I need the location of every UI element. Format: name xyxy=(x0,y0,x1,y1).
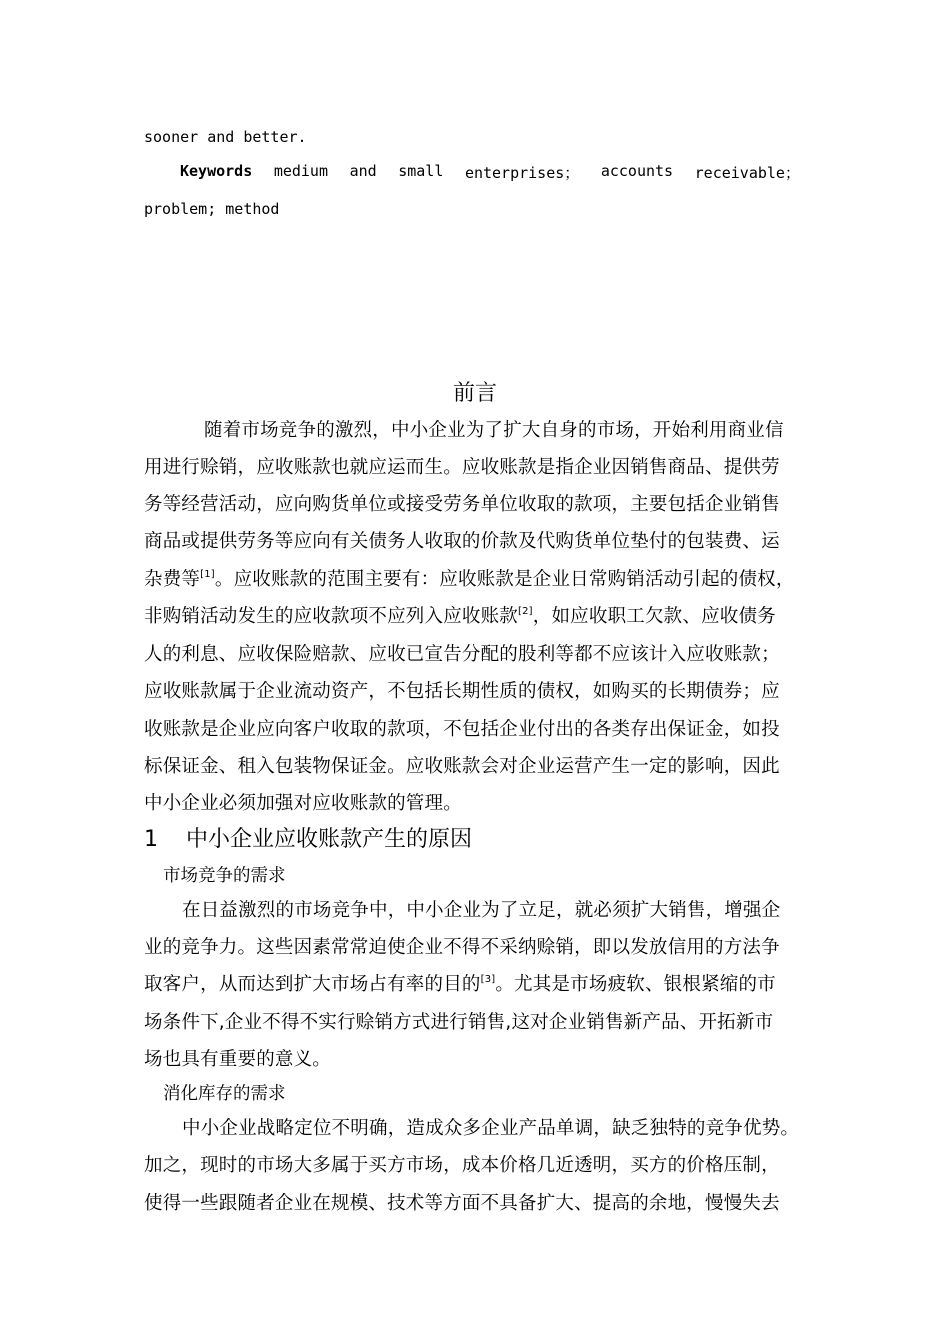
body-line: 场条件下,企业不得不实行赊销方式进行销售,这对企业销售新产品、开拓新市 xyxy=(144,1012,774,1033)
keyword-word: medium xyxy=(273,162,328,180)
preface-line: 人的利息、应收保险赔款、应收已宣告分配的股利等都不应该计入应收账款； xyxy=(144,644,780,665)
keyword-word: and xyxy=(349,162,377,180)
section-heading xyxy=(144,822,472,853)
body-line xyxy=(144,970,776,996)
preface-line: 商品或提供劳务等应向有关债务人收取的价款及代购货单位垫付的包装费、运 xyxy=(144,531,780,552)
body-line: 场也具有重要的意义。 xyxy=(144,1049,332,1070)
preface-line xyxy=(144,565,795,591)
citation-ref: [3] xyxy=(480,974,496,985)
abstract-last-line: sooner and better. xyxy=(144,128,307,146)
body-line: 加之，现时的市场大多属于买方市场，成本价格几近透明，买方的价格压制， xyxy=(144,1155,780,1176)
subsection-title: 市场竞争的需求 xyxy=(163,866,286,886)
keywords-continued: problem; method xyxy=(144,200,280,218)
preface-line: 中小企业必须加强对应收账款的管理。 xyxy=(144,793,462,814)
body-line: 使得一些跟随者企业在规模、技术等方面不具备扩大、提高的余地，慢慢失去 xyxy=(144,1193,780,1214)
preface-text: 。应收账款的范围主要有：应收账款是企业日常购销活动引起的债权， xyxy=(214,569,795,590)
keyword-word: small xyxy=(398,162,444,180)
keywords-label: Keywords xyxy=(180,162,253,180)
body-line: 中小企业战略定位不明确，造成众多企业产品单调，缺乏独特的竞争优势。 xyxy=(182,1118,800,1139)
section-title: 中小企业应收账款产生的原因 xyxy=(185,827,472,852)
preface-text: 非购销活动发生的应收款项不应列入应收账款 xyxy=(144,606,519,627)
preface-text: ，如应收职工欠款、应收债务 xyxy=(532,606,776,627)
keyword-word: enterprises； xyxy=(464,164,580,182)
preface-line: 随着市场竞争的激烈，中小企业为了扩大自身的市场，开始利用商业信 xyxy=(204,420,784,441)
citation-ref: [2] xyxy=(518,606,533,617)
preface-title: 前言 xyxy=(452,381,497,406)
subsection-title: 消化库存的需求 xyxy=(163,1084,286,1104)
preface-line: 务等经营活动，应向购货单位或接受劳务单位收取的款项，主要包括企业销售 xyxy=(144,494,780,515)
preface-line: 应收账款属于企业流动资产，不包括长期性质的债权，如购买的长期债券；应 xyxy=(144,681,780,702)
body-text: 。尤其是市场疲软、银根紧缩的市 xyxy=(495,974,776,995)
keywords-line xyxy=(144,162,800,183)
preface-line: 用进行赊销，应收账款也就应运而生。应收账款是指企业因销售商品、提供劳 xyxy=(144,457,780,478)
preface-line xyxy=(144,602,776,628)
body-line: 在日益激烈的市场竞争中，中小企业为了立足，就必须扩大销售，增强企 xyxy=(182,900,781,921)
preface-line: 标保证金、租入包装物保证金。应收账款会对企业运营产生一定的影响，因此 xyxy=(144,756,780,777)
preface-text: 杂费等 xyxy=(144,569,201,590)
preface-line: 收账款是企业应向客户收取的款项，不包括企业付出的各类存出保证金，如投 xyxy=(144,719,780,740)
citation-ref: [1] xyxy=(200,569,215,580)
body-text: 取客户，从而达到扩大市场占有率的目的 xyxy=(144,974,481,995)
keyword-word: receivable； xyxy=(694,164,800,182)
section-number: 1 xyxy=(144,827,158,852)
keyword-word: accounts xyxy=(600,162,674,180)
body-line: 业的竞争力。这些因素常常迫使企业不得不采纳赊销，即以发放信用的方法争 xyxy=(144,937,780,958)
